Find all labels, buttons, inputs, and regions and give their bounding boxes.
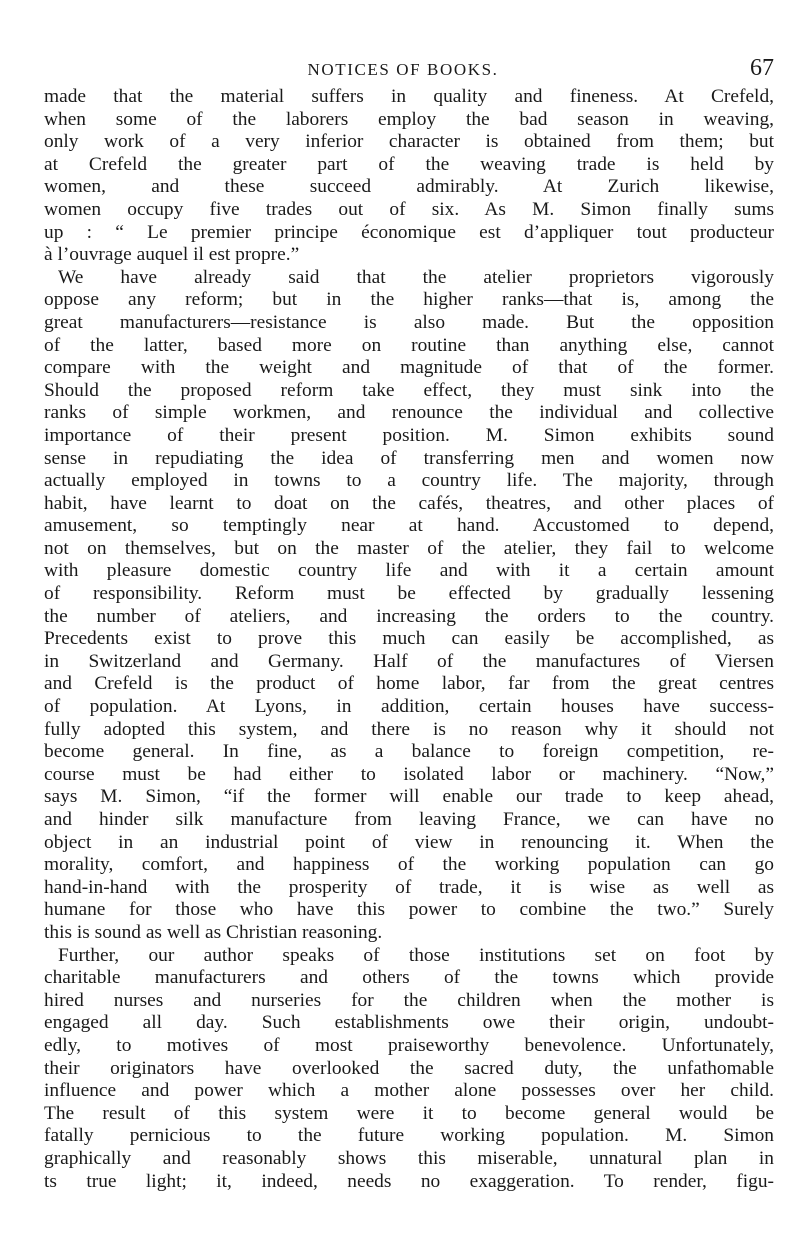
text-line: Precedents exist to prove this much can easily be accomplished, as [44,628,774,650]
book-page [44,0,774,1192]
text-line: of the latter, based more on routine than anything else, cannot [44,334,774,356]
text-line: of responsibility. Reform must be effected by gradually lessening [44,583,774,605]
text-line: humane for those who have this power to combine the two.” Surely [44,899,774,921]
text-line: habit, have learnt to doat on the cafés, theatres, and other places of [44,492,774,514]
text-line: only work of a very inferior character is obtained from them; but [44,131,774,153]
text-line: influence and power which a mother alone possesses over her child. [44,1080,774,1102]
text-line: up : “ Le premier principe économique est d’appliquer tout producteur [44,221,774,243]
body-text [44,86,774,1193]
text-line: object in an industrial point of view in renouncing it. When the [44,831,774,853]
text-line: in Switzerland and Germany. Half of the manufactures of Viersen [44,650,774,672]
text-line: The result of this system were it to become general would be [44,1102,774,1124]
text-line: graphically and reasonably shows this miserable, unnatural plan in [44,1147,774,1169]
text-line: ts true light; it, indeed, needs no exaggeration. To render, figu- [44,1170,774,1192]
page-header [44,0,774,80]
text-line: great manufacturers—resistance is also made. But the opposition [44,311,774,333]
text-line: hired nurses and nurseries for the children when the mother is [44,989,774,1011]
page-number: 67 [750,55,774,81]
text-line: engaged all day. Such establishments owe their origin, undoubt- [44,1012,774,1034]
text-line: amusement, so temptingly near at hand. Accustomed to depend, [44,515,774,537]
text-line: sense in repudiating the idea of transferring men and women now [44,447,774,469]
text-line: fatally pernicious to the future working population. M. Simon [44,1125,774,1147]
text-line: hand-in-hand with the prosperity of trade, it is wise as well as [44,876,774,898]
text-line: à l’ouvrage auquel il est propre.” [44,244,300,266]
running-head: NOTICES OF BOOKS. [307,60,499,79]
text-line: compare with the weight and magnitude of that of the former. [44,357,774,379]
text-line: this is sound as well as Christian reasoning. [44,921,383,943]
text-line: of population. At Lyons, in addition, certain houses have success- [44,696,774,718]
text-line: and Crefeld is the product of home labor, far from the great centres [44,673,774,695]
text-line: when some of the laborers employ the bad season in weaving, [44,108,774,130]
text-line: with pleasure domestic country life and with it a certain amount [44,560,774,582]
text-line: not on themselves, but on the master of the atelier, they fail to welcome [44,537,774,559]
text-line: says M. Simon, “if the former will enable our trade to keep ahead, [44,786,774,808]
text-line: morality, comfort, and happiness of the working population can go [44,854,774,876]
text-line: oppose any reform; but in the higher ranks—that is, among the [44,289,774,311]
text-line: fully adopted this system, and there is no reason why it should not [44,718,774,740]
text-line: ranks of simple workmen, and renounce the individual and collective [44,402,774,424]
text-line: women, and these succeed admirably. At Zurich likewise, [44,176,774,198]
text-line: women occupy five trades out of six. As M. Simon finally sums [44,198,774,220]
text-line: at Crefeld the greater part of the weaving trade is held by [44,153,774,175]
text-line: We have already said that the atelier proprietors vigorously [58,266,774,288]
text-line: the number of ateliers, and increasing the orders to the country. [44,605,774,627]
text-line: become general. In fine, as a balance to foreign competition, re- [44,741,774,763]
text-line: edly, to motives of most praiseworthy benevolence. Unfortunately, [44,1034,774,1056]
text-line: course must be had either to isolated labor or machinery. “Now,” [44,763,774,785]
text-line: and hinder silk manufacture from leaving France, we can have no [44,809,774,830]
text-line: actually employed in towns to a country life. The majority, through [44,470,774,492]
text-line: Further, our author speaks of those institutions set on foot by [58,944,774,966]
text-line: charitable manufacturers and others of the towns which provide [44,967,774,989]
text-line: made that the material suffers in quality and fineness. At Crefeld, [44,86,774,107]
text-line: their originators have overlooked the sacred duty, the unfathomable [44,1057,774,1079]
text-line: importance of their present position. M. Simon exhibits sound [44,424,774,446]
text-line: Should the proposed reform take effect, they must sink into the [44,379,774,401]
